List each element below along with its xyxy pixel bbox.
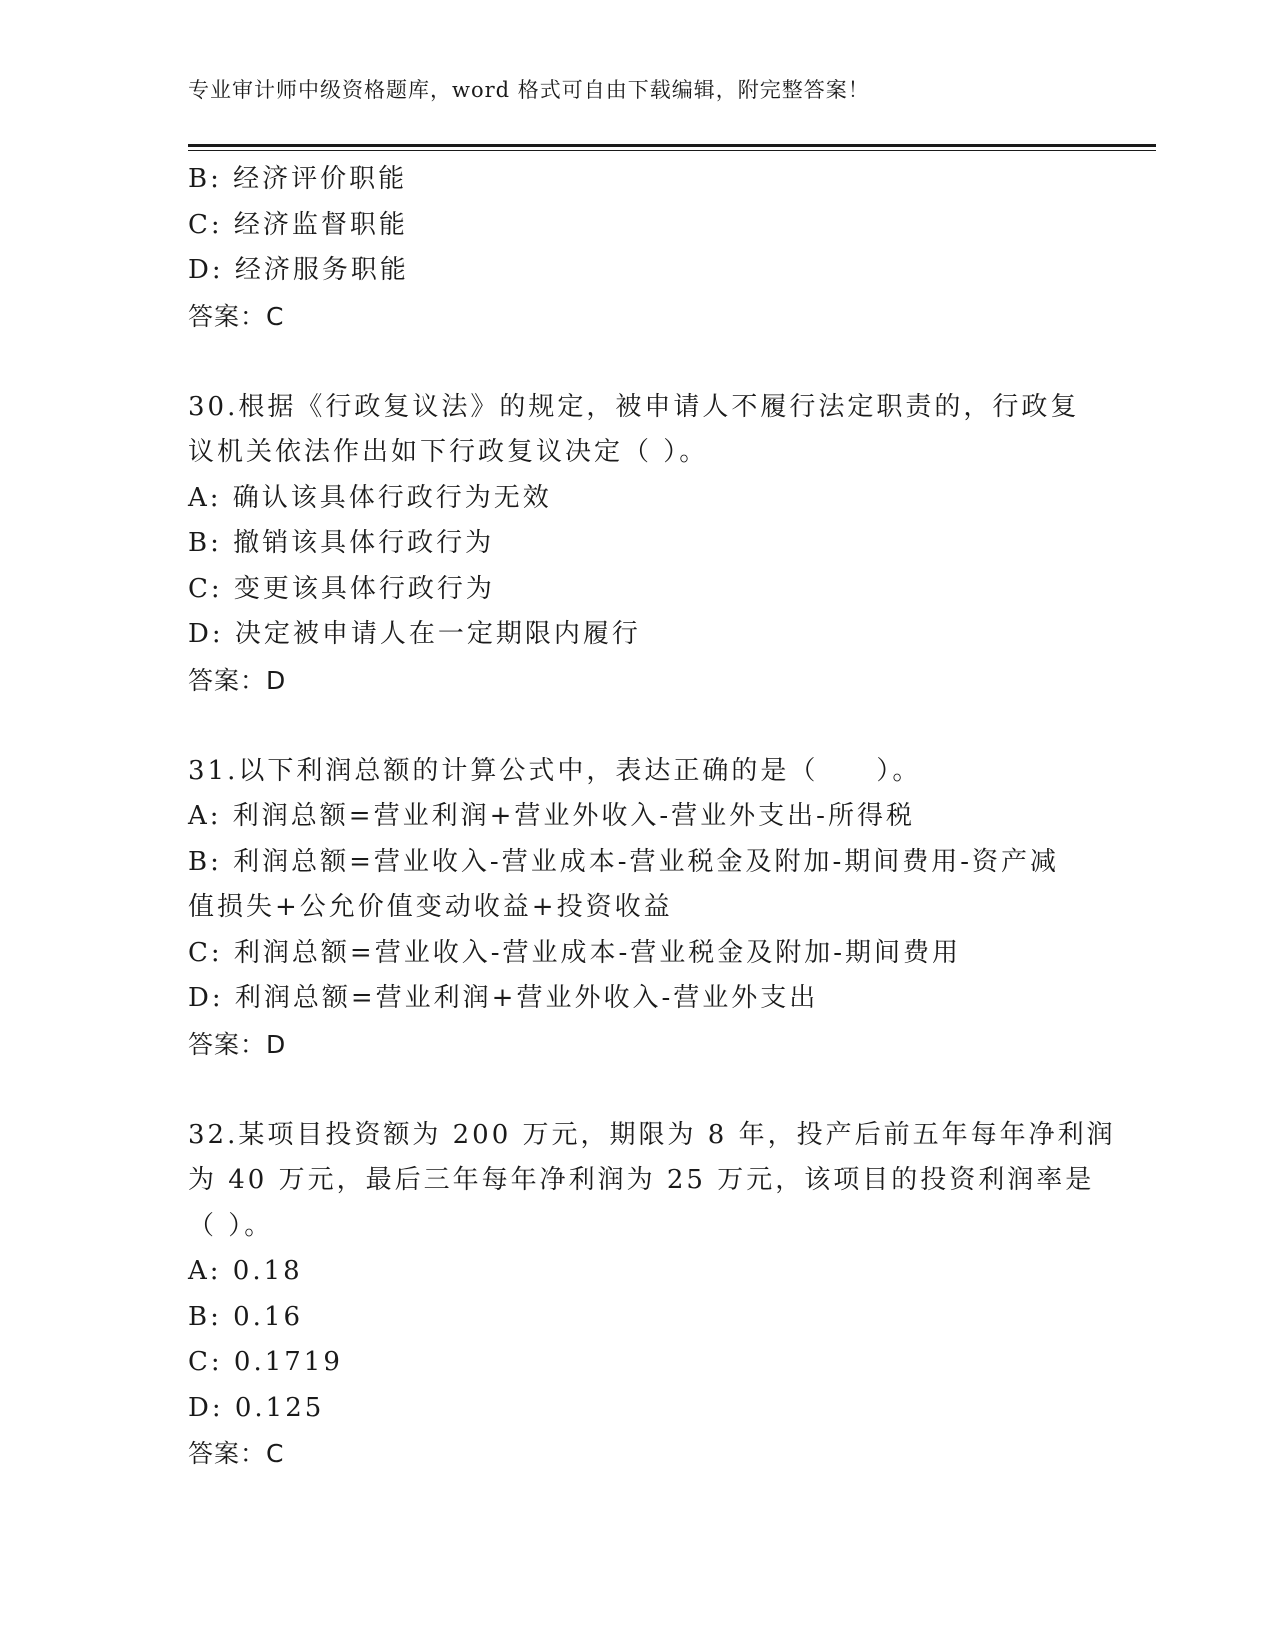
- question-stem: 为 40 万元，最后三年每年净利润为 25 万元，该项目的投资利润率是: [188, 1165, 1095, 1195]
- question-31: [188, 749, 1088, 1068]
- option-b: B: 经济评价职能: [188, 164, 408, 194]
- question-32: [188, 1113, 1116, 1477]
- question-30: [188, 385, 1088, 704]
- answer-line: 答案：C: [188, 301, 285, 331]
- option-a: A: 0.18: [188, 1256, 303, 1286]
- option-b: B: 利润总额=营业收入-营业成本-营业税金及附加-期间费用-资产减: [188, 846, 1060, 877]
- option-a: A: 利润总额=营业利润+营业外收入-营业外支出-所得税: [188, 801, 915, 831]
- option-d: D: 决定被申请人在一定期限内履行: [188, 619, 641, 649]
- spacer: [188, 703, 1088, 749]
- option-d: D: 利润总额=营业利润+营业外收入-营业外支出: [188, 983, 819, 1013]
- option-b: B: 0.16: [188, 1301, 304, 1332]
- question-stem: 议机关依法作出如下行政复议决定（ ）。: [188, 437, 709, 467]
- option-d: D: 0.125: [188, 1392, 325, 1423]
- answer-line: 答案：D: [188, 1029, 287, 1059]
- page-header: 专业审计师中级资格题库，word 格式可自由下载编辑，附完整答案！: [188, 78, 870, 102]
- question-stem: 31.以下利润总额的计算公式中，表达正确的是（ ）。: [188, 755, 922, 786]
- option-c: C: 经济监督职能: [188, 209, 408, 240]
- option-b-continued: 值损失+公允价值变动收益+投资收益: [188, 892, 673, 922]
- question-stem: 30.根据《行政复议法》的规定，被申请人不履行法定职责的，行政复: [188, 391, 1080, 422]
- option-c: C: 变更该具体行政行为: [188, 573, 495, 604]
- option-a: A: 确认该具体行政行为无效: [188, 482, 552, 513]
- spacer: [188, 339, 1088, 385]
- option-c: C: 利润总额=营业收入-营业成本-营业税金及附加-期间费用: [188, 937, 962, 968]
- answer-line: 答案：D: [188, 665, 287, 695]
- question-stem: （ ）。: [188, 1210, 274, 1241]
- question-29-tail: [188, 157, 1088, 339]
- header-divider-thin: [188, 150, 1156, 151]
- option-c: C: 0.1719: [188, 1347, 343, 1377]
- spacer: [188, 1067, 1088, 1113]
- option-b: B: 撤销该具体行政行为: [188, 528, 495, 558]
- question-stem: 32.某项目投资额为 200 万元，期限为 8 年，投产后前五年每年净利润: [188, 1119, 1116, 1150]
- header-divider: [188, 144, 1156, 147]
- question-list: [188, 157, 1116, 1477]
- answer-line: 答案：C: [188, 1439, 285, 1468]
- option-d: D: 经济服务职能: [188, 255, 409, 285]
